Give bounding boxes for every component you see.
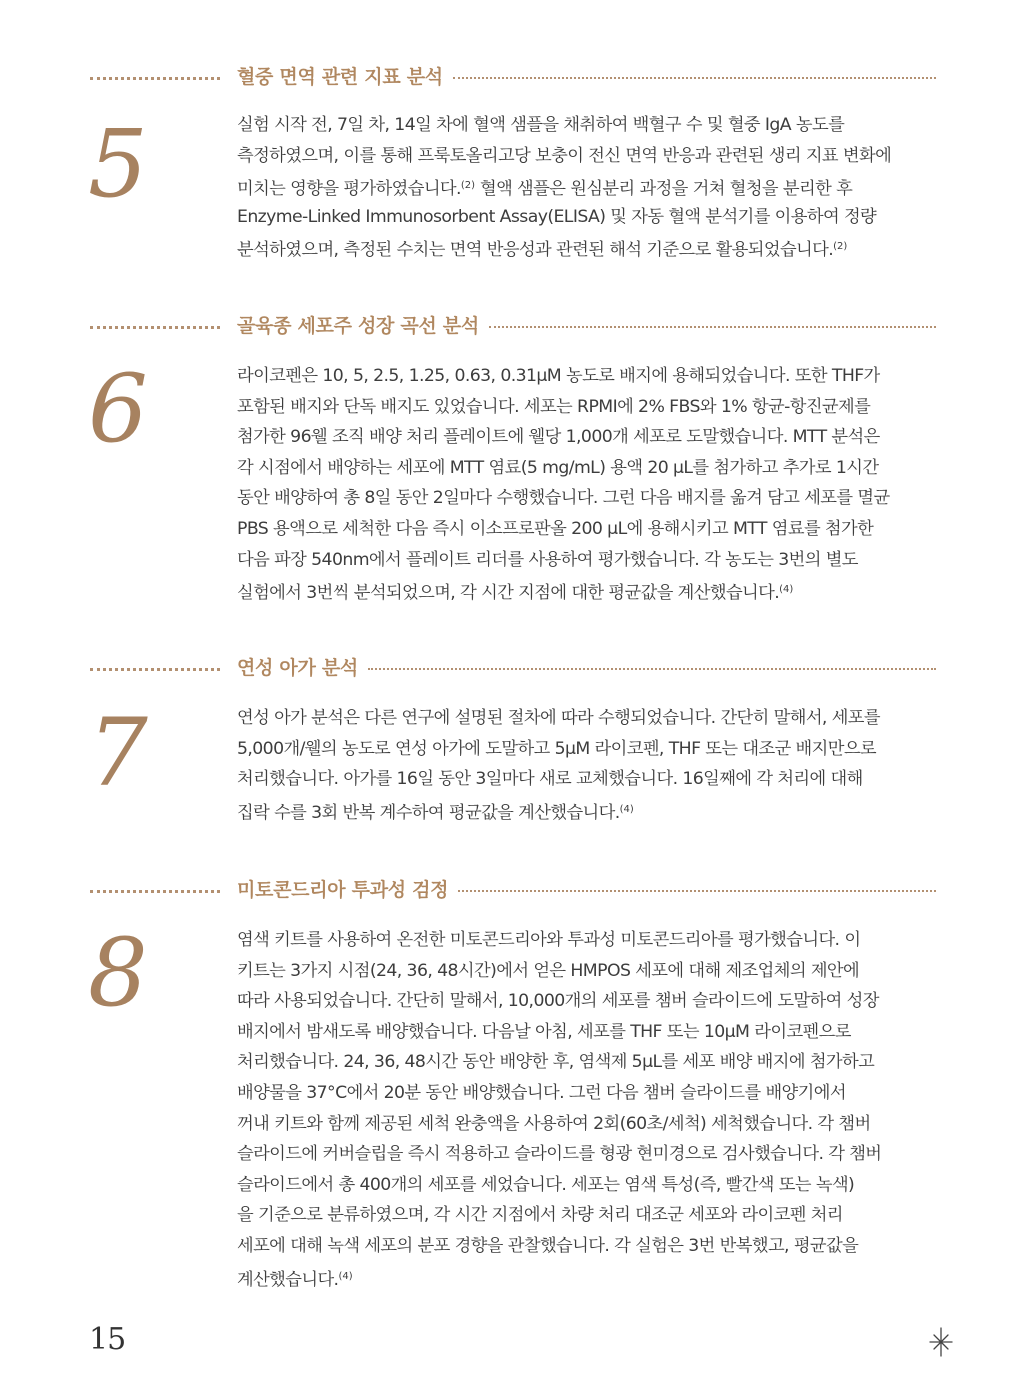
text-line: Enzyme-Linked Immunosorbent Assay(ELISA) 및 자동 혈액 분석기를 이용하여 정량	[237, 206, 877, 227]
text-line: 세포에 대해 녹색 세포의 분포 경향을 관찰했습니다. 각 실험은 3번 반복했고, 평균값을	[237, 1235, 859, 1256]
citation-ref: (4)	[779, 584, 794, 596]
dotted-rule-left	[90, 77, 220, 80]
section-header	[90, 653, 936, 683]
text-line: 분석하였으며, 측정된 수치는 면역 반응성과 관련된 해석 기준으로 활용되었습니다.$^{(2)}$	[237, 240, 848, 261]
section-body	[237, 703, 943, 825]
citation-ref: (4)	[338, 1270, 353, 1282]
text-line: 염색 키트를 사용하여 온전한 미토콘드리아와 투과성 미토콘드리아를 평가했습니다. 이	[237, 930, 861, 950]
citation-ref: (2)	[833, 241, 848, 253]
text-line: 5,000개/웰의 농도로 연성 아가에 도말하고 5μM 라이코펜, THF 또는 대조군 배지만으로	[237, 738, 877, 759]
text-line: 처리했습니다. 24, 36, 48시간 동안 배양한 후, 염색제 5μL를 세포 배양 배지에 첨가하고	[237, 1052, 875, 1073]
asterisk-star-icon	[928, 1327, 954, 1357]
text-line: 동안 배양하여 총 8일 동안 2일마다 수행했습니다. 그런 다음 배지를 옮겨 담고 세포를 멸균	[237, 488, 890, 509]
section-body	[237, 110, 943, 263]
text-line: 라이코펜은 10, 5, 2.5, 1.25, 0.63, 0.31μM 농도로 배지에 용해되었습니다. 또한 THF가	[237, 366, 880, 386]
asterisk-star-icon-graphic	[928, 1327, 954, 1357]
section-header	[90, 62, 936, 92]
text-line: 슬라이드에서 총 400개의 세포를 세었습니다. 세포는 염색 특성(즉, 빨간색 또는 녹색)	[237, 1174, 855, 1195]
text-line: 집락 수를 3회 반복 계수하여 평균값을 계산했습니다.$^{(4)}$	[237, 802, 634, 823]
section-title: 연성 아가 분석	[237, 657, 358, 679]
text-line: 처리했습니다. 아가를 16일 동안 3일마다 새로 교체했습니다. 16일째에 각 처리에 대해	[237, 769, 863, 790]
text-line: 실험 시작 전, 7일 차, 14일 차에 혈액 샘플을 채취하여 백혈구 수 및 혈중 IgA 농도를	[237, 115, 845, 135]
text-line: 연성 아가 분석은 다른 연구에 설명된 절차에 따라 수행되었습니다. 간단히 말해서, 세포를	[237, 708, 880, 728]
text-line: 슬라이드에 커버슬립을 즉시 적용하고 슬라이드를 형광 현미경으로 검사했습니다. 각 챔버	[237, 1144, 882, 1165]
dotted-rule-right	[453, 77, 936, 79]
text-line: 따라 사용되었습니다. 간단히 말해서, 10,000개의 세포를 챔버 슬라이드에 도말하여 성장	[237, 991, 879, 1012]
section-title: 미토콘드리아 투과성 검정	[237, 879, 449, 901]
dotted-rule-right	[368, 668, 936, 670]
section-number: 8	[88, 919, 148, 1028]
text-line: 포함된 배지와 단독 배지도 있었습니다. 세포는 RPMI에 2% FBS와 1% 항균-항진균제를	[237, 396, 871, 417]
section-header	[90, 311, 936, 341]
section-body	[237, 925, 943, 1292]
text-line: 꺼내 키트와 함께 제공된 세척 완충액을 사용하여 2회(60초/세척) 세척했습니다. 각 챔버	[237, 1113, 871, 1134]
section-title: 골육종 세포주 성장 곡선 분석	[237, 315, 479, 337]
text-line: 배양물을 37°C에서 20분 동안 배양했습니다. 그런 다음 챔버 슬라이드를 배양기에서	[237, 1082, 846, 1103]
section-body	[237, 361, 943, 606]
text-line: 미치는 영향을 평가하였습니다.$^{(2)}$ 혈액 샘플은 원심분리 과정을 거쳐 혈청을 분리한 후	[237, 179, 853, 200]
dotted-rule-right	[489, 326, 936, 328]
page-number: 15	[89, 1322, 126, 1357]
text-line: 을 기준으로 분류하였으며, 각 시간 지점에서 차량 처리 대조군 세포와 라이코펜 처리	[237, 1205, 843, 1226]
text-line: PBS 용액으로 세척한 다음 즉시 이소프로판올 200 μL에 용해시키고 MTT 염료를 첨가한	[237, 518, 874, 539]
citation-ref: (2)	[460, 180, 476, 192]
text-line: 계산했습니다.$^{(4)}$	[237, 1269, 353, 1290]
text-line: 배지에서 밤새도록 배양했습니다. 다음날 아침, 세포를 THF 또는 10μM 라이코펜으로	[237, 1021, 851, 1042]
text-line: 실험에서 3번씩 분석되었으며, 각 시간 지점에 대한 평균값을 계산했습니다.$^{(4)}$	[237, 583, 794, 604]
dotted-rule-left	[90, 326, 220, 329]
dotted-rule-left	[90, 890, 220, 893]
citation-ref: (4)	[619, 803, 634, 815]
dotted-rule-right	[458, 890, 936, 892]
section-title: 혈중 면역 관련 지표 분석	[237, 66, 443, 88]
text-line: 각 시점에서 배양하는 세포에 MTT 염료(5 mg/mL) 용액 20 μL를 첨가하고 추가로 1시간	[237, 457, 879, 478]
text-line: 키트는 3가지 시점(24, 36, 48시간)에서 얻은 HMPOS 세포에 대해 제조업체의 제안에	[237, 960, 860, 981]
text-line: 첨가한 96웰 조직 배양 처리 플레이트에 웰당 1,000개 세포로 도말했습니다. MTT 분석은	[237, 427, 880, 448]
text-line: 측정하였으며, 이를 통해 프룩토올리고당 보충이 전신 면역 반응과 관련된 생리 지표 변화에	[237, 145, 892, 166]
dotted-rule-left	[90, 668, 220, 671]
section-header	[90, 875, 936, 905]
section-number: 6	[88, 355, 148, 464]
text-line: 다음 파장 540nm에서 플레이트 리더를 사용하여 평가했습니다. 각 농도는 3번의 별도	[237, 549, 858, 570]
section-number: 5	[88, 110, 148, 219]
section-number: 7	[88, 699, 148, 808]
